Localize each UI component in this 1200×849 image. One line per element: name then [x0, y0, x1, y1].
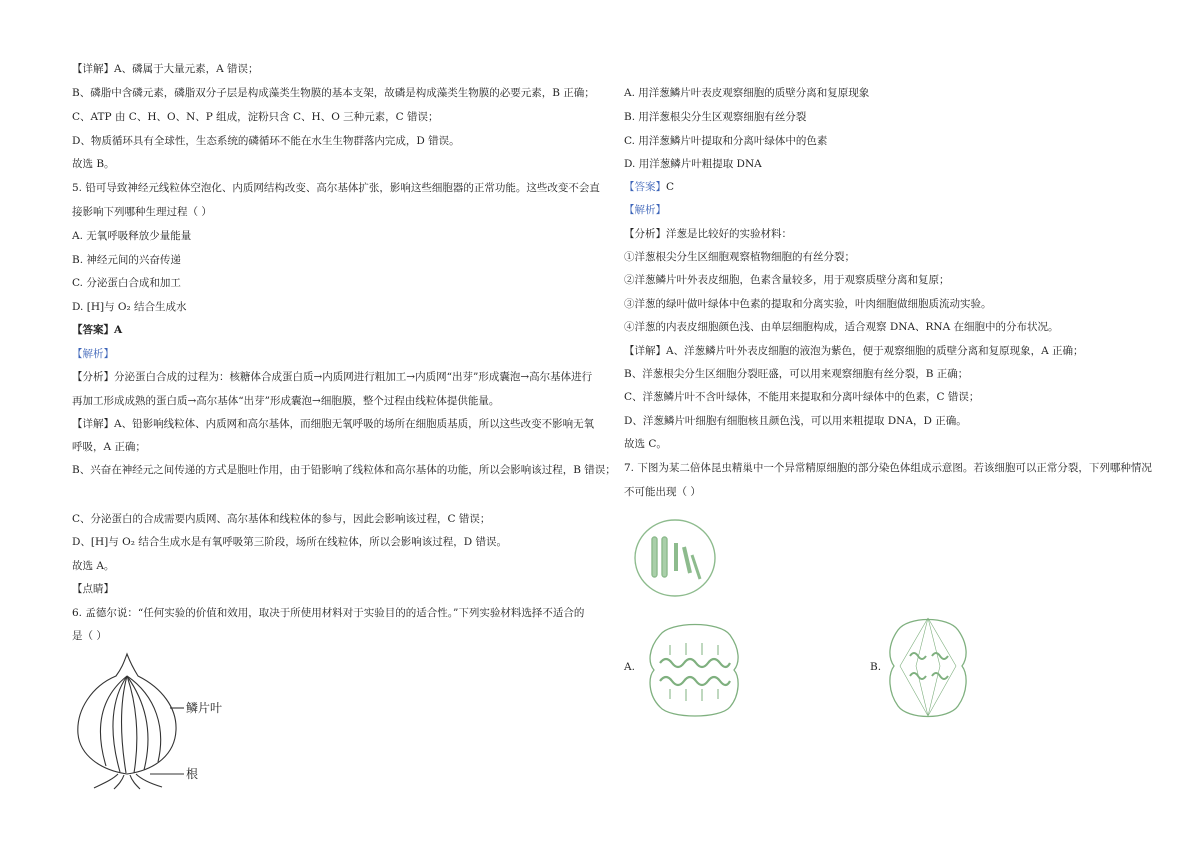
q5-analysis-line: 【分析】分泌蛋白合成的过程为：核糖体合成蛋白质→内质网进行粗加工→内质网“出芽”形成囊泡→高尔基体进行: [72, 371, 593, 383]
q4-detail-line: C、ATP 由 C、H、O、N、P 组成，淀粉只含 C、H、O 三种元素，C 错误；: [72, 111, 439, 123]
q6-analysis-line: ①洋葱根尖分生区细胞观察植物细胞的有丝分裂；: [624, 251, 855, 263]
q6-analysis-line: 【分析】洋葱是比较好的实验材料：: [624, 228, 792, 240]
q4-detail-line: B、磷脂中含磷元素，磷脂双分子层是构成藻类生物膜的基本支架，故磷是构成藻类生物膜的必要元素，B 正确；: [72, 87, 595, 99]
q7-stem: 不可能出现（ ）: [624, 486, 701, 498]
q6-stem: 是（ ）: [72, 630, 107, 642]
q5-analysis-line: 【详解】A、铅影响线粒体、内质网和高尔基体，而细胞无氧呼吸的场所在细胞质基质，所以这些改变不影响无氧: [72, 418, 595, 430]
q5-stem: 5. 铅可导致神经元线粒体空泡化、内质网结构改变、高尔基体扩张，影响这些细胞器的正常功能。这些改变不会直: [72, 182, 600, 194]
abnormal-cell-figure: [630, 513, 730, 603]
onion-figure: [72, 650, 312, 790]
q5-analysis-line: D、[H]与 O₂ 结合生成水是有氧呼吸第三阶段，场所在线粒体，所以会影响该过程，D 错误。: [72, 536, 508, 548]
q5-option-a: A. 无氧呼吸释放少量能量: [72, 230, 192, 242]
q6-option-b: B. 用洋葱根尖分生区观察细胞有丝分裂: [624, 111, 807, 123]
q6-analysis-line: ④洋葱的内表皮细胞颜色浅、由单层细胞构成，适合观察 DNA、RNA 在细胞中的分布状况。: [624, 321, 1059, 333]
q6-option-c: C. 用洋葱鳞片叶提取和分离叶绿体中的色素: [624, 135, 828, 147]
q6-analysis-line: ②洋葱鳞片叶外表皮细胞，色素含量较多，用于观察质壁分离和复原；: [624, 274, 950, 286]
q6-option-d: D. 用洋葱鳞片叶粗提取 DNA: [624, 158, 762, 170]
q4-detail-line: D、物质循环具有全球性，生态系统的磷循环不能在水生生物群落内完成，D 错误。: [72, 135, 460, 147]
option-b-cell-figure: [880, 612, 976, 722]
scale-leaf-label: 鳞片叶: [186, 701, 223, 715]
q6-analysis-tag: 【解析】: [624, 204, 666, 216]
q5-analysis-line: C、分泌蛋白的合成需要内质网、高尔基体和线粒体的参与，因此会影响该过程，C 错误；: [72, 513, 491, 525]
q5-conclusion: 故选 A。: [72, 560, 115, 572]
q6-analysis-line: C、洋葱鳞片叶不含叶绿体，不能用来提取和分离叶绿体中的色素，C 错误；: [624, 391, 980, 403]
q5-answer: 【答案】A: [72, 324, 123, 336]
q6-analysis-line: B、洋葱根尖分生区细胞分裂旺盛，可以用来观察细胞有丝分裂，B 正确；: [624, 368, 969, 380]
q5-option-b: B. 神经元间的兴奋传递: [72, 254, 181, 266]
q6-stem: 6. 孟德尔说：“任何实验的价值和效用，取决于所使用材料对于实验目的的适合性。”下列实验材料选择不适合的: [72, 607, 585, 619]
q6-conclusion: 故选 C。: [624, 438, 667, 450]
q7-stem: 7. 下图为某二倍体昆虫精巢中一个异常精原细胞的部分染色体组成示意图。若该细胞可以正常分裂，下列哪种情况: [624, 462, 1152, 474]
q5-analysis-line: 再加工形成成熟的蛋白质→高尔基体“出芽”形成囊泡→细胞膜，整个过程由线粒体提供能量。: [72, 395, 500, 407]
q5-analysis-line: 呼吸，A 正确；: [72, 441, 146, 453]
option-a-cell-figure: [640, 615, 750, 725]
q5-note: 【点睛】: [72, 583, 114, 595]
q5-stem: 接影响下列哪种生理过程（ ）: [72, 206, 212, 218]
q6-answer-tag: 【答案】: [624, 181, 666, 193]
q5-option-c: C. 分泌蛋白合成和加工: [72, 277, 181, 289]
q5-analysis-tag: 【解析】: [72, 348, 114, 360]
q4-conclusion: 故选 B。: [72, 158, 115, 170]
q6-analysis-line: 【详解】A、洋葱鳞片叶外表皮细胞的液泡为紫色，便于观察细胞的质壁分离和复原现象，A 正确；: [624, 345, 1084, 357]
q6-answer: [624, 180, 674, 194]
q6-analysis-line: D、洋葱鳞片叶细胞有细胞核且颜色浅，可以用来粗提取 DNA，D 正确。: [624, 415, 967, 427]
q6-analysis-line: ③洋葱的绿叶做叶绿体中色素的提取和分离实验，叶肉细胞做细胞质流动实验。: [624, 298, 992, 310]
q5-option-d: D. [H]与 O₂ 结合生成水: [72, 301, 187, 313]
root-label: 根: [186, 767, 199, 781]
q7-option-a-label: A.: [624, 661, 635, 673]
q6-answer-value: C: [666, 181, 675, 193]
q5-analysis-line: B、兴奋在神经元之间传递的方式是胞吐作用，由于铅影响了线粒体和高尔基体的功能，所以会影响该过程，B 错误；: [72, 464, 616, 476]
q6-option-a: A. 用洋葱鳞片叶表皮观察细胞的质壁分离和复原现象: [624, 87, 870, 99]
q4-detail-line: 【详解】A、磷属于大量元素，A 错误；: [72, 63, 259, 75]
q7-option-b-label: B.: [870, 661, 882, 673]
